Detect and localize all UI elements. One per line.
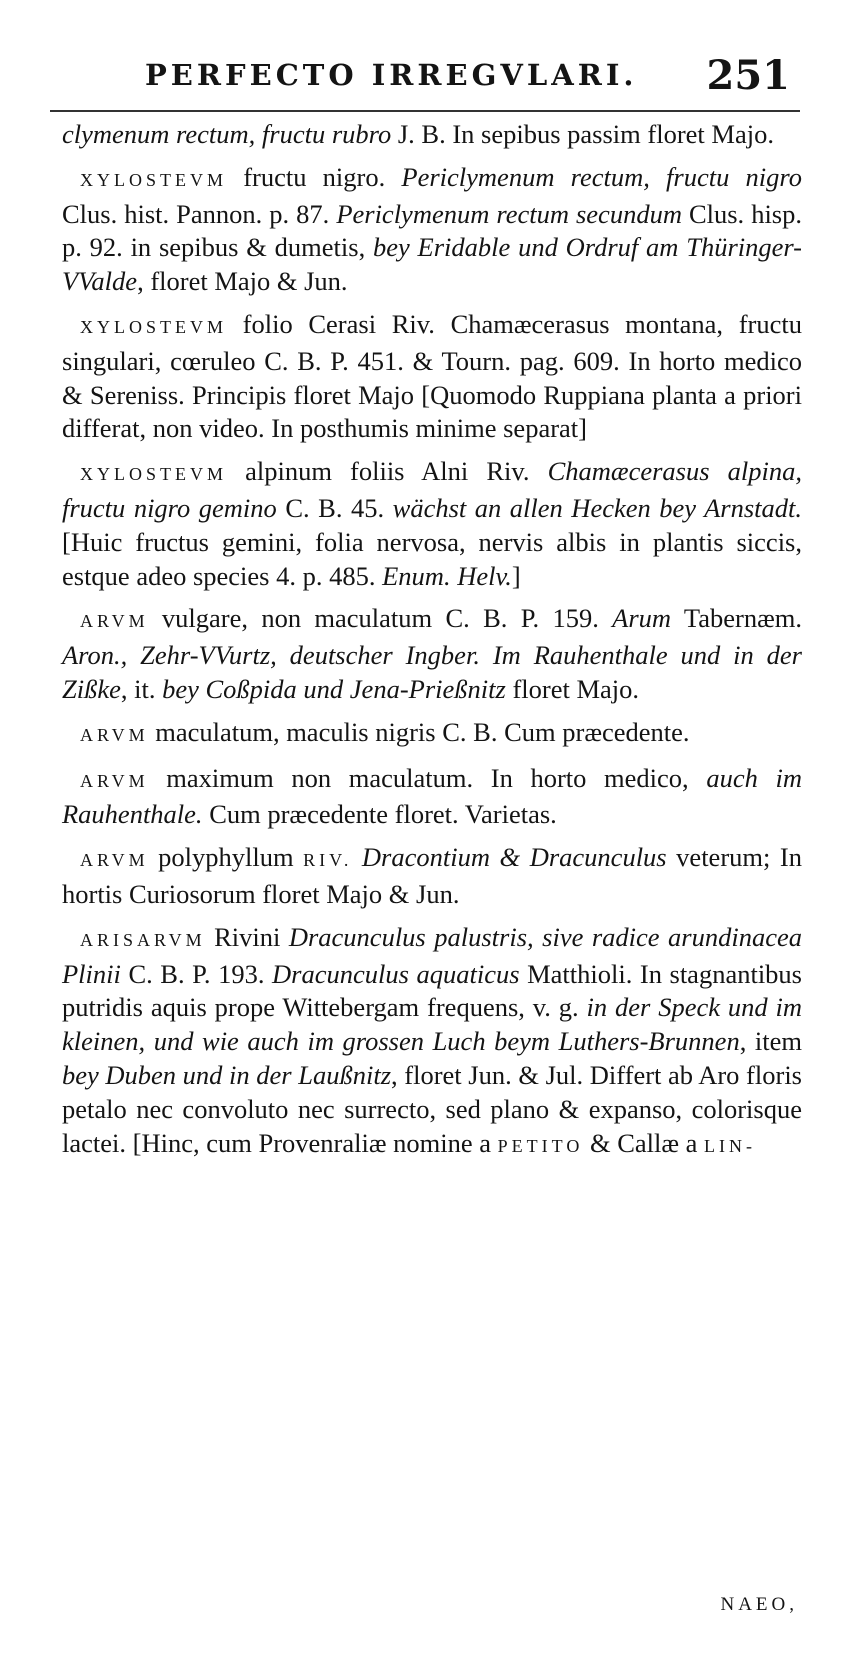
entry-text: , floret Jun. & Jul. Differt ab Aro floris petalo nec convoluto nec surrecto, sed plano & expanso, colorisque lactei. [Hinc, cum Provenraliæ nomine a: [62, 1059, 802, 1158]
italic-text: bey Coßpida und Jena-Prießnitz: [162, 673, 506, 704]
author-abbrev: RIV.: [303, 850, 353, 871]
entry-text: , it.: [120, 673, 163, 704]
entry-text: polyphyllum: [148, 842, 304, 873]
lemma: ARVM: [80, 850, 149, 871]
author-name: PETITO: [497, 1135, 584, 1156]
lemma: ARVM: [80, 724, 149, 745]
entry-arum-maximum: [62, 762, 802, 833]
italic-text: Arum: [612, 603, 672, 634]
entry-xylosteum-fructu-nigro: [62, 161, 802, 299]
italic-text: Dracunculus palustris, sive radice arundinacea Plinii: [62, 921, 802, 989]
entry-arum-maculatum: [62, 716, 802, 753]
entry-arisarum: [62, 921, 802, 1164]
page-body: [62, 118, 802, 1172]
catchword: NAEO,: [720, 1594, 798, 1615]
author-name: LIN-: [704, 1135, 757, 1156]
entry-text: , floret Majo & Jun.: [137, 266, 348, 297]
italic-text: bey Duben und in der Laußnitz: [62, 1059, 392, 1090]
entry-text: [352, 842, 362, 872]
entry-text: maculatum, maculis nigris C. B. Cum præcedente.: [148, 716, 690, 747]
entry-arum-polyphyllum: [62, 841, 802, 912]
italic-text: Dracontium & Dracunculus: [361, 842, 667, 873]
italic-text: auch im Rauhenthale.: [62, 762, 802, 830]
entry-text: Cum præcedente floret. Varietas.: [202, 799, 557, 830]
entry-text: J. B. In sepibus passim floret Majo.: [391, 119, 774, 149]
lemma: XYLOSTEVM: [80, 316, 227, 337]
entry-text: Tabernæm.: [671, 603, 802, 634]
entry-text: C. B. P. 193.: [120, 958, 273, 989]
italic-text: Chamæcerasus alpina, fructu nigro gemino: [62, 456, 802, 523]
italic-text: in der Speck und im kleinen, und wie auch im grossen Luch beym Luthers-Brunnen: [62, 992, 802, 1057]
entry-text: Matthioli. In stagnantibus putridis aquis prope Wittebergam frequens, v. g.: [62, 958, 802, 1023]
running-title: PERFECTO IRREGVLARI.: [145, 58, 638, 92]
entry-xylosteum-alpinum: [62, 455, 802, 593]
entry-text: Clus. hist. Pannon. p. 87.: [62, 198, 337, 229]
header-rule: [50, 110, 800, 112]
lemma: XYLOSTEVM: [80, 169, 227, 190]
italic-text: clymenum rectum, fructu rubro: [62, 119, 392, 149]
entry-text: vulgare, non maculatum C. B. P. 159.: [148, 603, 613, 634]
lemma: ARVM: [80, 770, 149, 791]
entry-text: maximum non maculatum. In horto medico,: [148, 762, 707, 793]
entry-text: Clus. hisp. p. 92. in sepibus & dumetis,: [62, 198, 802, 263]
lemma: ARVM: [80, 611, 149, 632]
entry-text: Rivini: [205, 921, 289, 952]
italic-text: Periclymenum rectum, fructu nigro: [401, 161, 802, 192]
entry-xylosteum-folio-cerasi: [62, 308, 802, 446]
lemma: ARISARVM: [80, 929, 206, 950]
entry-text: veterum; In hortis Curiosorum floret Majo & Jun.: [62, 842, 803, 909]
entry-text: fructu nigro.: [227, 161, 402, 192]
entry-text: ]: [511, 560, 521, 591]
entry-text: folio Cerasi Riv. Chamæcerasus montana, fructu singulari, cœruleo C. B. P. 451. & Tourn. pag. 609. In horto medico & Sereniss. Principis floret Majo [Quomodo Ruppiana planta a priori differat, non video. In posthumis minime separat]: [62, 308, 802, 444]
entry-text: , item: [739, 1026, 802, 1057]
entry-text: alpinum foliis Alni Riv.: [227, 456, 548, 487]
page-number: 251: [706, 52, 790, 99]
italic-text: Aron., Zehr-VVurtz, deutscher Ingber. Im Rauhenthale und in der Zißke: [62, 640, 802, 704]
italic-text: Enum. Helv.: [382, 560, 512, 591]
italic-text: Periclymenum rectum secundum: [336, 198, 682, 229]
entry-text: [Huic fructus gemini, folia nervosa, nervis albis in plantis siccis, estque adeo species 4. p. 485.: [62, 526, 802, 591]
entry-continuation: [62, 118, 802, 152]
entry-arum-vulgare: [62, 602, 802, 706]
running-head: [60, 52, 790, 102]
lemma: XYLOSTEVM: [80, 464, 227, 485]
entry-text: floret Majo.: [505, 673, 640, 704]
entry-text: C. B. 45.: [276, 492, 393, 523]
italic-text: wächst an allen Hecken bey Arnstadt.: [392, 492, 802, 523]
italic-text: bey Eridable und Ordruf am Thüringer-VValde: [62, 232, 802, 297]
italic-text: Dracunculus aquaticus: [272, 958, 520, 989]
entry-text: & Callæ a: [583, 1127, 705, 1158]
